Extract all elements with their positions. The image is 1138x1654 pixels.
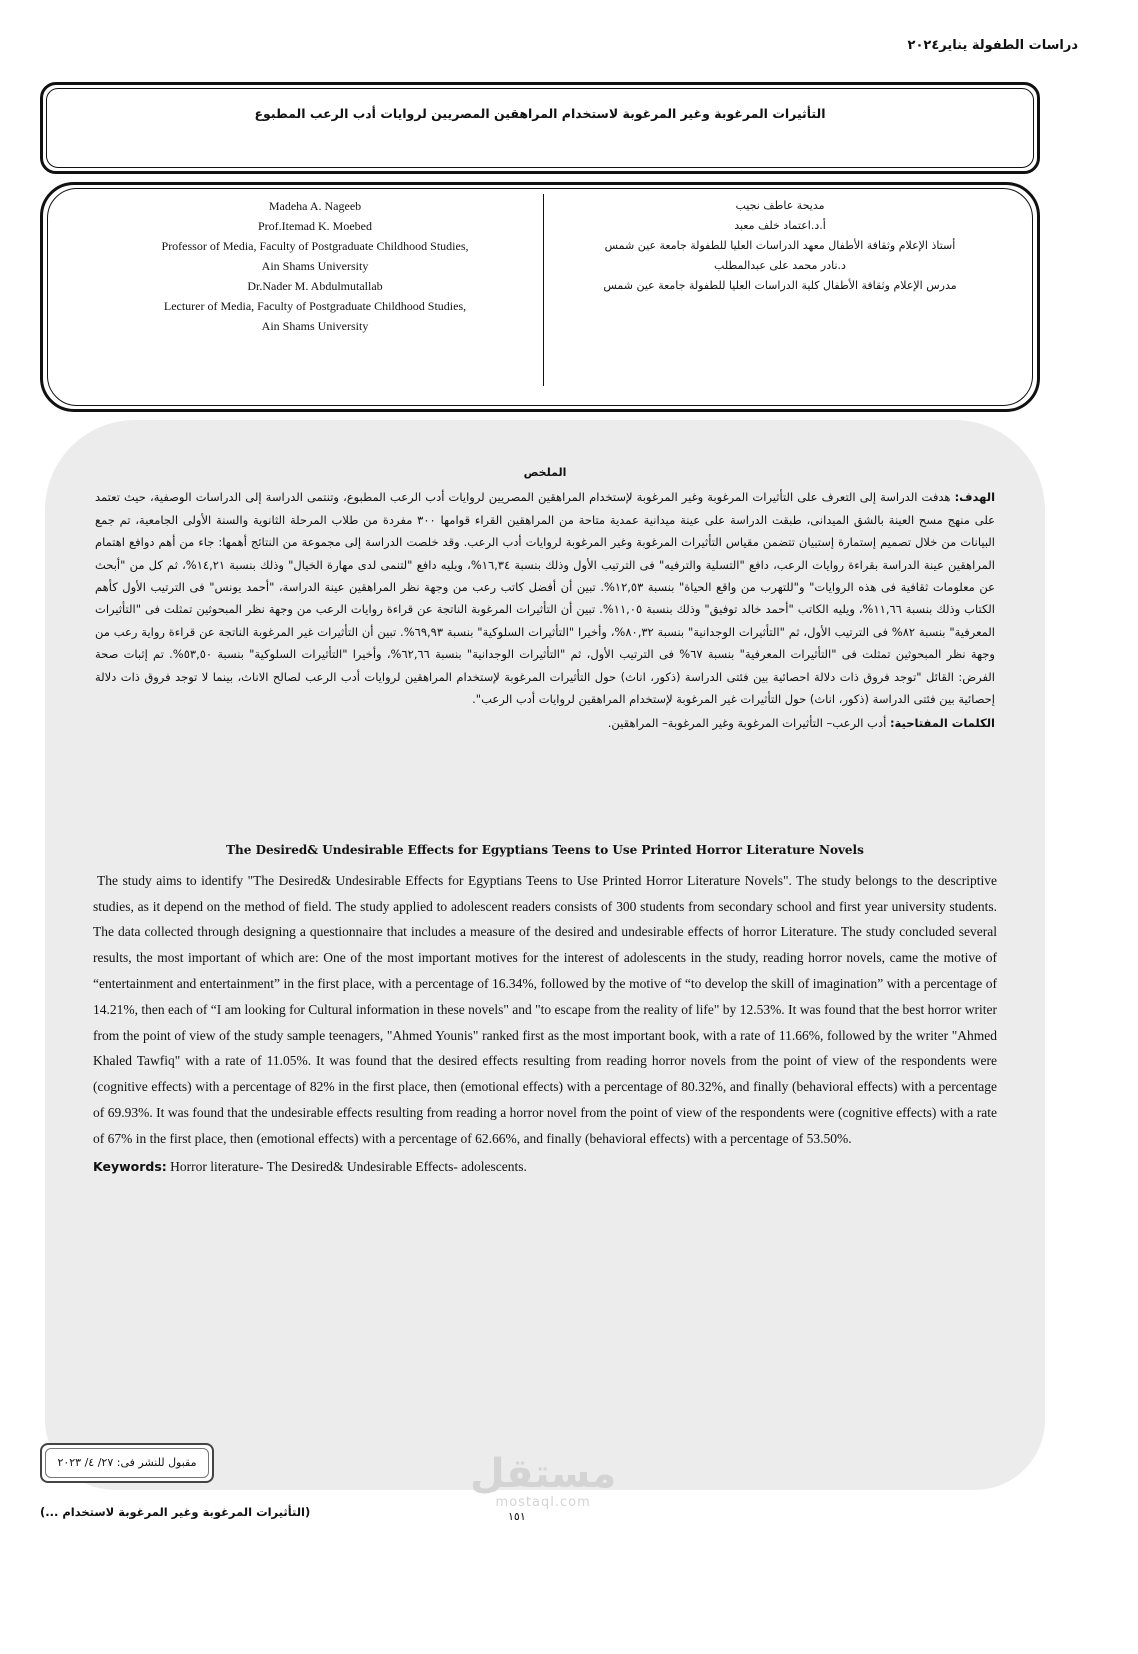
abstract-body-ar: [95, 486, 995, 710]
author-en-line: Dr.Nader M. Abdulmutallab: [247, 279, 383, 293]
keywords-label-ar: الكلمات المفتاحية:: [889, 716, 995, 731]
author-ar-line: مديحة عاطف نجيب: [735, 199, 825, 212]
author-en-line: Ain Shams University: [261, 259, 369, 273]
authors-english: [100, 196, 530, 336]
running-title: (التأثيرات المرغوبة وغير المرغوبة لاستخدام ...): [40, 1505, 311, 1519]
author-ar-line: د.نادر محمد على عبدالمطلب: [714, 259, 846, 272]
authors-arabic: [560, 196, 1000, 296]
authors-divider: [543, 194, 544, 386]
author-en-line: Madeha A. Nageeb: [268, 199, 362, 213]
author-ar-line: أستاذ الإعلام وثقافة الأطفال معهد الدراسات العليا للطفولة جامعة عين شمس: [604, 239, 956, 252]
author-en-line: Ain Shams University: [261, 319, 369, 333]
watermark: [470, 1453, 616, 1510]
author-ar-line: أ.د.اعتماد خلف معبد: [734, 219, 826, 232]
title-frame: [40, 82, 1040, 174]
authors-frame: [40, 182, 1040, 412]
accepted-date: مقبول للنشر فى: ٢٧/ ٤/ ٢٠٢٣: [45, 1448, 209, 1478]
paper-title-ar: التأثيرات المرغوبة وغير المرغوبة لاستخدام المراهقين المصريين لروايات أدب الرعب المطبوع: [254, 106, 826, 121]
abstract-heading-ar: الملخص: [523, 466, 567, 479]
author-en-line: Professor of Media, Faculty of Postgraduate Childhood Studies,: [161, 239, 469, 253]
page-number: ١٥١: [508, 1510, 526, 1523]
journal-header: دراسات الطفولة يناير٢٠٢٤: [907, 38, 1078, 53]
author-en-line: Lecturer of Media, Faculty of Postgraduate Childhood Studies,: [163, 299, 467, 313]
abstract-text-en: The study aims to identify "The Desired& Undesirable Effects for Egyptians Teens to Use Printed Horror Literature Novels". The study belongs to the descriptive studies, as it depend on the method of field. The study applied to adolescent readers consists of 300 students from secondary school and first year university students. The data collected through designing a questionnaire that includes a measure of the desired and undesirable effects of horror Literature. The study concluded several results, the most important of which are: One of the most important motives for the interest of adolescents in the study, reading horror novels, came the motive of “entertainment and entertainment” in the first place, with a percentage of 16.34%, followed by the motive of “to develop the skill of imagination” with a percentage of 14.21%, then each of “I am looking for Cultural information in these novels" and "to escape from the reality of life" by 12.53%. It was found that the best horror writer from the point of view of the study sample teenagers, "Ahmed Younis" ranked first as the most important book, with a rate of 11.66%, followed by the writer "Ahmed Khaled Tawfiq" with a rate of 11.05%. It was found that the desired effects resulting from reading horror novels from the point of view of the respondents were (cognitive effects) with a percentage of 82% in the first place, then (emotional effects) with a percentage of 80.32%, and finally (behavioral effects) with a percentage of 69.93%. It was found that the undesirable effects resulting from reading a horror novel from the point of view of the respondents were (cognitive effects) with a rate of 67% in the first place, then (emotional effects) with a percentage of 62.66%, and finally (behavioral effects) with a percentage of 53.50%.: [93, 872, 997, 1146]
title-frame-inner-border: [46, 88, 1034, 168]
keywords-text-ar: أدب الرعب– التأثيرات المرغوبة وغير المرغوبة– المراهقين.: [607, 716, 887, 731]
keywords-label-en: Keywords:: [93, 1158, 167, 1174]
keywords-text-en: Horror literature- The Desired& Undesirable Effects- adolescents.: [166, 1158, 527, 1174]
accepted-date-box: [40, 1443, 214, 1483]
english-abstract: [93, 838, 997, 1179]
goal-label: الهدف:: [954, 490, 996, 505]
keywords-ar: [95, 712, 995, 734]
author-en-line: Prof.Itemad K. Moebed: [258, 219, 372, 233]
arabic-abstract: [95, 462, 995, 735]
abstract-text-ar: هدفت الدراسة إلى التعرف على التأثيرات المرغوبة وغير المرغوبة لإستخدام المراهقين المصريين لروايات أدب الرعب المطبوع، وتنتمى الدراسة إلى الدراسات الوصفية، حيث تعتمد على منهج مسح العينة بالشق الميدانى، طبقت الدراسة على عينة ميدانية عمدية متاحة من المراهقين القراء قوامها ٣٠٠ مفردة من طلاب المرحلة الثانوية والسنة الأولى الجامعية، تم جمع البيانات من خلال تصميم إستمارة إستبيان تتضمن مقياس التأثيرات المرغوبة وغير المرغوبة لروايات أدب الرعب. وقد خلصت الدراسة إلى مجموعة من النتائج أهمها: جاء من أهم دوافع اهتمام المراهقين عينة الدراسة بقراءة روايات الرعب، دافع "التسلية والترفيه" فى الترتيب الأول وذلك بنسبة ١٦,٣٤%، ويليه دافع "لتنمى لدى مهارة الخيال" وذلك بنسبة ١٤,٢١%، ثم كل من "أبحث عن معلومات ثقافية فى هذه الروايات" و"للتهرب من واقع الحياة" بنسبة ١٢,٥٣%. تبين أن أفضل كاتب رعب من وجهة نظر المراهقين عينة الدراسة، "أحمد يونس" فى الترتيب الأول كأهم الكتاب وذلك بنسبة ١١,٦٦%، ويليه الكاتب "أحمد خالد توفيق" وذلك بنسبة ١١,٠٥%. تبين أن التأثيرات المرغوبة الناتجة عن قراءة روايات الرعب من وجهة نظر المبحوثين تمثلت فى "التأثيرات المعرفية" بنسبة ٨٢% فى الترتيب الأول، ثم "التأثيرات الوجدانية" بنسبة ٨٠,٣٢%، وأخيرا "التأثيرات السلوكية" بنسبة ٦٩,٩٣%. تبين أن التأثيرات غير المرغوبة الناتجة عن قراءة رواية رعب من وجهة نظر المبحوثين تمثلت فى "التأثيرات المعرفية" بنسبة ٦٧% فى الترتيب الأول، ثم "التأثيرات الوجدانية" بنسبة ٦٢,٦٦%، وأخيرا "التأثيرات السلوكية" بنسبة ٥٣,٥٠%. تم إثبات صحة الفرض: القائل "توجد فروق ذات دلالة احصائية بين فئتى الدراسة (ذكور، اناث) حول التأثيرات المرغوبة لإستخدام المراهقين لروايات أدب الرعب لصالح الاناث، بينما لا توجد فروق ذات دلالة إحصائية بين فئتى الدراسة (ذكور، اناث) حول التأثيرات غير المرغوبة لإستخدام المراهقين لروايات أدب الرعب".: [95, 490, 995, 707]
keywords-en: [93, 1154, 997, 1180]
author-ar-line: مدرس الإعلام وثقافة الأطفال كلية الدراسات العليا للطفولة جامعة عين شمس: [603, 279, 957, 292]
watermark-url: mostaql.com: [495, 1495, 591, 1510]
watermark-arabic: مستقل: [470, 1451, 617, 1497]
paper-title-en: The Desired& Undesirable Effects for Egyptians Teens to Use Printed Horror Literature Novels: [226, 843, 864, 857]
